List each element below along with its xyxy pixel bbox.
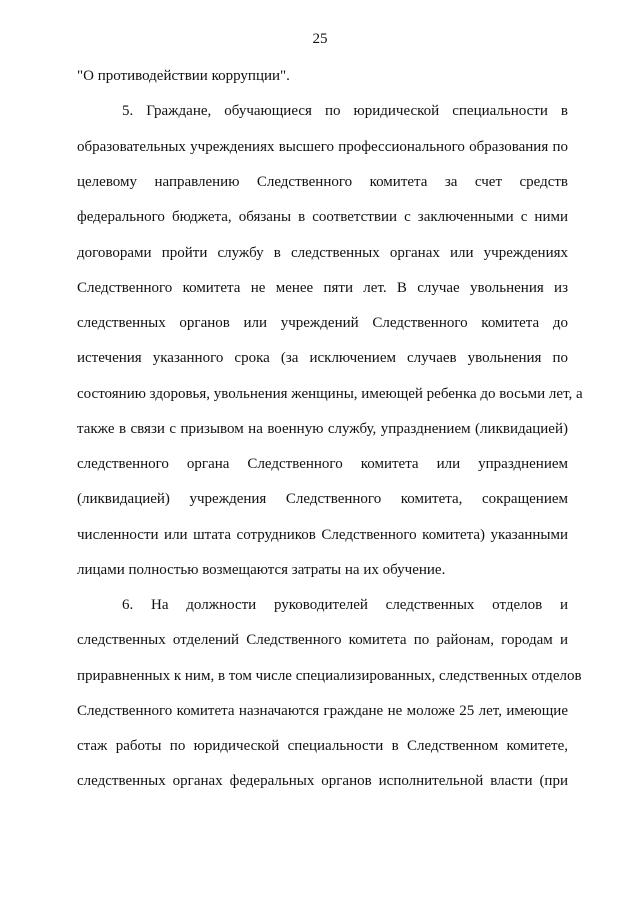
text-line: 6. На должности руководителей следственных отделов и (122, 597, 568, 613)
text-line: следственных органов или учреждений Следственного комитета до (77, 315, 568, 331)
text-line: следственных органах федеральных органов исполнительной власти (при (77, 773, 568, 789)
text-line: образовательных учреждениях высшего профессионального образования по (77, 139, 568, 155)
text-line: следственных отделений Следственного комитета по районам, городам и (77, 632, 568, 648)
text-line: численности или штата сотрудников Следственного комитета) указанными (77, 527, 568, 543)
text-line: Следственного комитета назначаются граждане не моложе 25 лет, имеющие (77, 703, 568, 719)
text-line: истечения указанного срока (за исключением случаев увольнения по (77, 350, 568, 366)
text-line: "О противодействии коррупции". (77, 68, 290, 84)
text-line: приравненных к ним, в том числе специализированных, следственных отделов (77, 668, 582, 684)
text-line: федерального бюджета, обязаны в соответствии с заключенными с ними (77, 209, 568, 225)
text-line: стаж работы по юридической специальности в Следственном комитете, (77, 738, 568, 754)
text-line: состоянию здоровья, увольнения женщины, имеющей ребенка до восьми лет, а (77, 386, 583, 402)
text-line: целевому направлению Следственного комитета за счет средств (77, 174, 568, 190)
text-line: 5. Граждане, обучающиеся по юридической специальности в (122, 103, 568, 119)
text-line: (ликвидацией) учреждения Следственного комитета, сокращением (77, 491, 568, 507)
text-line: Следственного комитета не менее пяти лет. В случае увольнения из (77, 280, 568, 296)
text-line: лицами полностью возмещаются затраты на их обучение. (77, 562, 446, 578)
text-line: также в связи с призывом на военную службу, упразднением (ликвидацией) (77, 421, 568, 437)
text-line: следственного органа Следственного комитета или упразднением (77, 456, 568, 472)
text-line: договорами пройти службу в следственных органах или учреждениях (77, 245, 568, 261)
page-number: 25 (312, 31, 328, 47)
